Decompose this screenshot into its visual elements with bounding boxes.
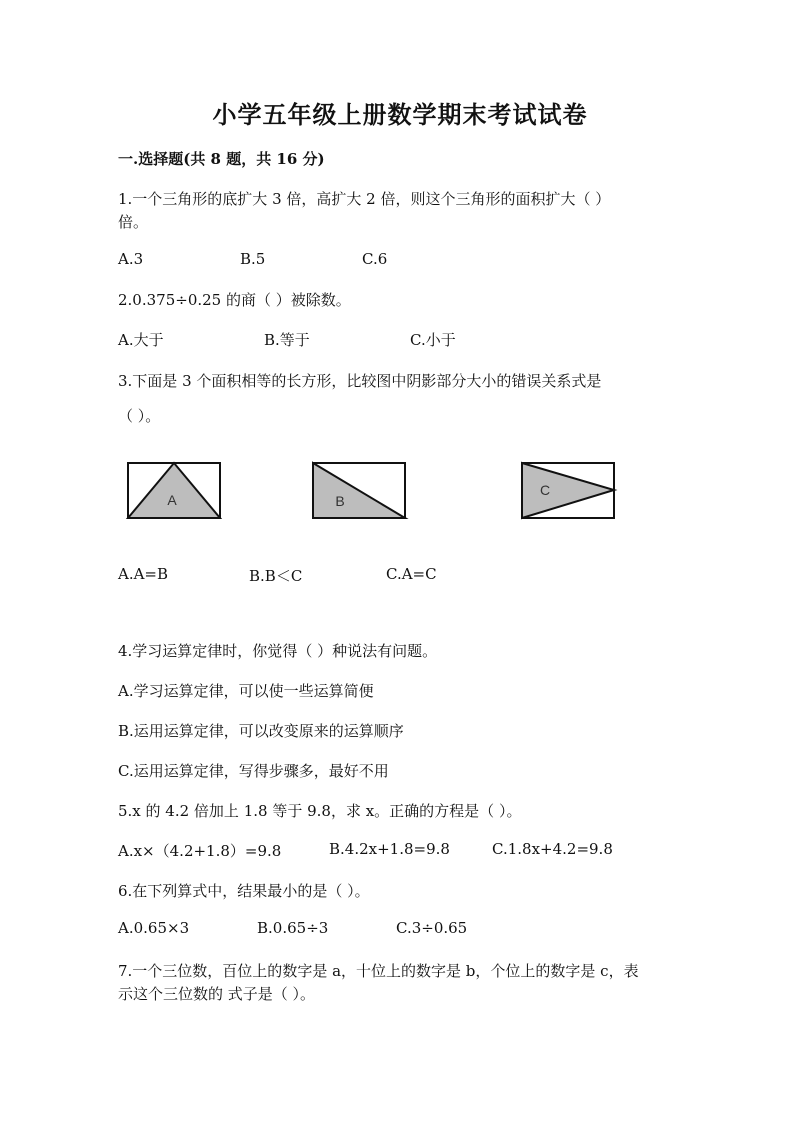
- question-3-option-c: C.A=C: [386, 565, 437, 583]
- question-6-option-c: C.3÷0.65: [396, 919, 468, 937]
- question-2-text: 2.0.375÷0.25 的商（ ）被除数。: [118, 291, 351, 309]
- question-3-line-2: （ ）。: [118, 407, 161, 425]
- question-7-line-1: 7.一个三位数，百位上的数字是 a，十位上的数字是 b，个位上的数字是 c，表: [118, 962, 639, 980]
- page-title: 小学五年级上册数学期末考试试卷: [212, 100, 588, 129]
- question-3-line-1: 3.下面是 3 个面积相等的长方形，比较图中阴影部分大小的错误关系式是: [118, 372, 602, 390]
- question-1-option-c: C.6: [362, 250, 388, 268]
- question-7-line-2: 示这个三位数的 式子是（ ）。: [118, 985, 316, 1003]
- question-5-option-b: B.4.2x+1.8=9.8: [329, 840, 450, 858]
- question-4-option-a: A.学习运算定律，可以使一些运算简便: [118, 682, 374, 700]
- question-5-option-a: A.x×（4.2+1.8）=9.8: [118, 842, 282, 860]
- question-4-option-b: B.运用运算定律，可以改变原来的运算顺序: [118, 722, 404, 740]
- question-4-text: 4.学习运算定律时，你觉得（ ）种说法有问题。: [118, 642, 438, 660]
- question-2-option-a: A.大于: [118, 331, 164, 349]
- question-6-option-b: B.0.65÷3: [257, 919, 329, 937]
- question-3-option-a: A.A=B: [118, 565, 169, 583]
- rectangle-c: [522, 463, 614, 518]
- rectangle-a: [128, 463, 220, 518]
- figure-label-b: B: [335, 493, 345, 509]
- question-6-text: 6.在下列算式中，结果最小的是（ ）。: [118, 882, 370, 900]
- question-5-text: 5.x 的 4.2 倍加上 1.8 等于 9.8，求 x。正确的方程是（ ）。: [118, 802, 522, 820]
- question-3-option-b: B.B＜C: [249, 567, 303, 585]
- figure-label-c: C: [539, 482, 551, 498]
- section-heading: 一.选择题(共 8 题，共 16 分): [118, 150, 325, 168]
- rectangles-figure: [118, 455, 638, 530]
- question-6-option-a: A.0.65×3: [118, 919, 190, 937]
- question-1-option-a: A.3: [118, 250, 144, 268]
- question-1-line-1: 1.一个三角形的底扩大 3 倍，高扩大 2 倍，则这个三角形的面积扩大（ ）: [118, 190, 611, 208]
- figure-label-a: A: [167, 492, 177, 508]
- question-2-option-b: B.等于: [264, 331, 310, 349]
- question-1-line-2: 倍。: [118, 213, 149, 231]
- rectangle-b: [313, 463, 405, 518]
- question-1-option-b: B.5: [240, 250, 266, 268]
- question-5-option-c: C.1.8x+4.2=9.8: [492, 840, 613, 858]
- question-4-option-c: C.运用运算定律，写得步骤多，最好不用: [118, 762, 389, 780]
- question-2-option-c: C.小于: [410, 331, 456, 349]
